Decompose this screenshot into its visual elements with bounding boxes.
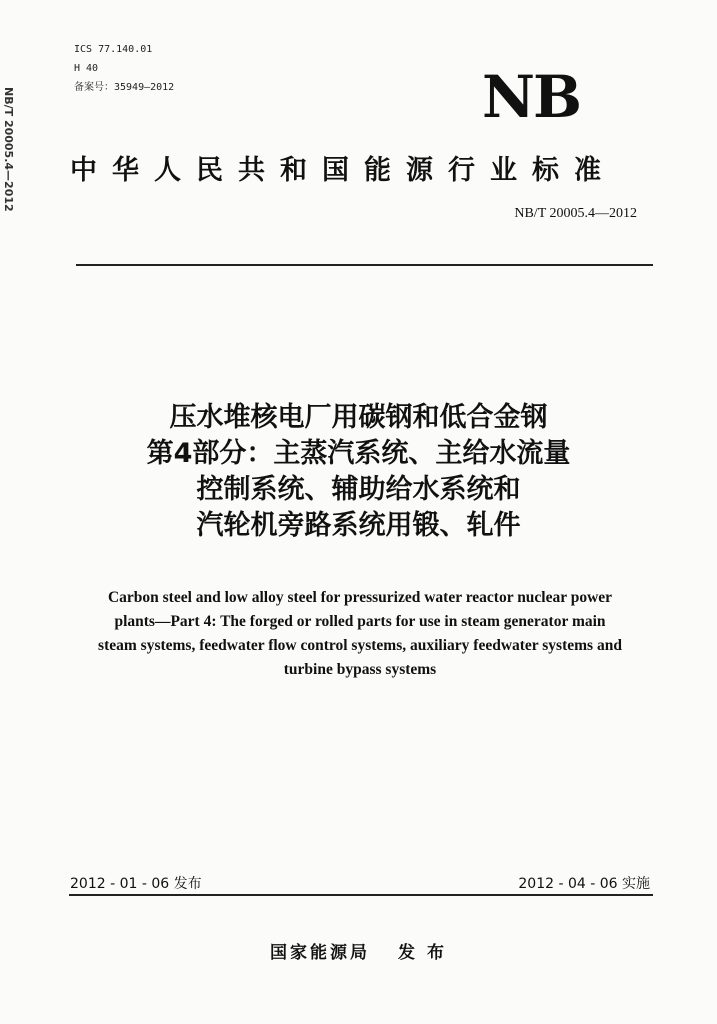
standard-number: NB/T 20005.4—2012 bbox=[514, 206, 637, 221]
english-title-line: steam systems, feedwater flow control systems, auxiliary feedwater systems and bbox=[98, 637, 622, 654]
english-title-line: turbine bypass systems bbox=[283, 661, 437, 678]
nb-logo: NB bbox=[482, 63, 581, 131]
publisher-name: 国家能源局 bbox=[270, 943, 371, 963]
date-divider bbox=[69, 894, 653, 896]
chinese-title-line: 汽轮机旁路系统用锻、轧件 bbox=[196, 510, 521, 541]
header-divider bbox=[76, 264, 653, 266]
chinese-title bbox=[0, 400, 717, 544]
english-title bbox=[50, 586, 670, 682]
ccs-code: H 40 bbox=[74, 63, 99, 74]
ics-code: ICS 77.140.01 bbox=[74, 44, 153, 55]
filing-number: 备案号：35949—2012 bbox=[74, 82, 175, 93]
spine-standard-number: NB/T 20005.4—2012 bbox=[2, 87, 15, 212]
chinese-title-line: 控制系统、辅助给水系统和 bbox=[196, 474, 521, 505]
standard-type-heading: 中华人民共和国能源行业标准 bbox=[70, 155, 616, 186]
english-title-line: Carbon steel and low alloy steel for pressurized water reactor nuclear power bbox=[107, 589, 613, 606]
publisher-action: 发 布 bbox=[398, 943, 447, 963]
chinese-title-line: 第4部分：主蒸汽系统、主给水流量 bbox=[146, 438, 571, 469]
publisher bbox=[0, 938, 717, 963]
implementation-date: 2012 - 04 - 06 实施 bbox=[518, 876, 650, 892]
issue-date: 2012 - 01 - 06 发布 bbox=[70, 876, 202, 892]
chinese-title-line: 压水堆核电厂用碳钢和低合金钢 bbox=[169, 402, 548, 433]
english-title-line: plants—Part 4: The forged or rolled parts for use in steam generator main bbox=[114, 613, 606, 630]
